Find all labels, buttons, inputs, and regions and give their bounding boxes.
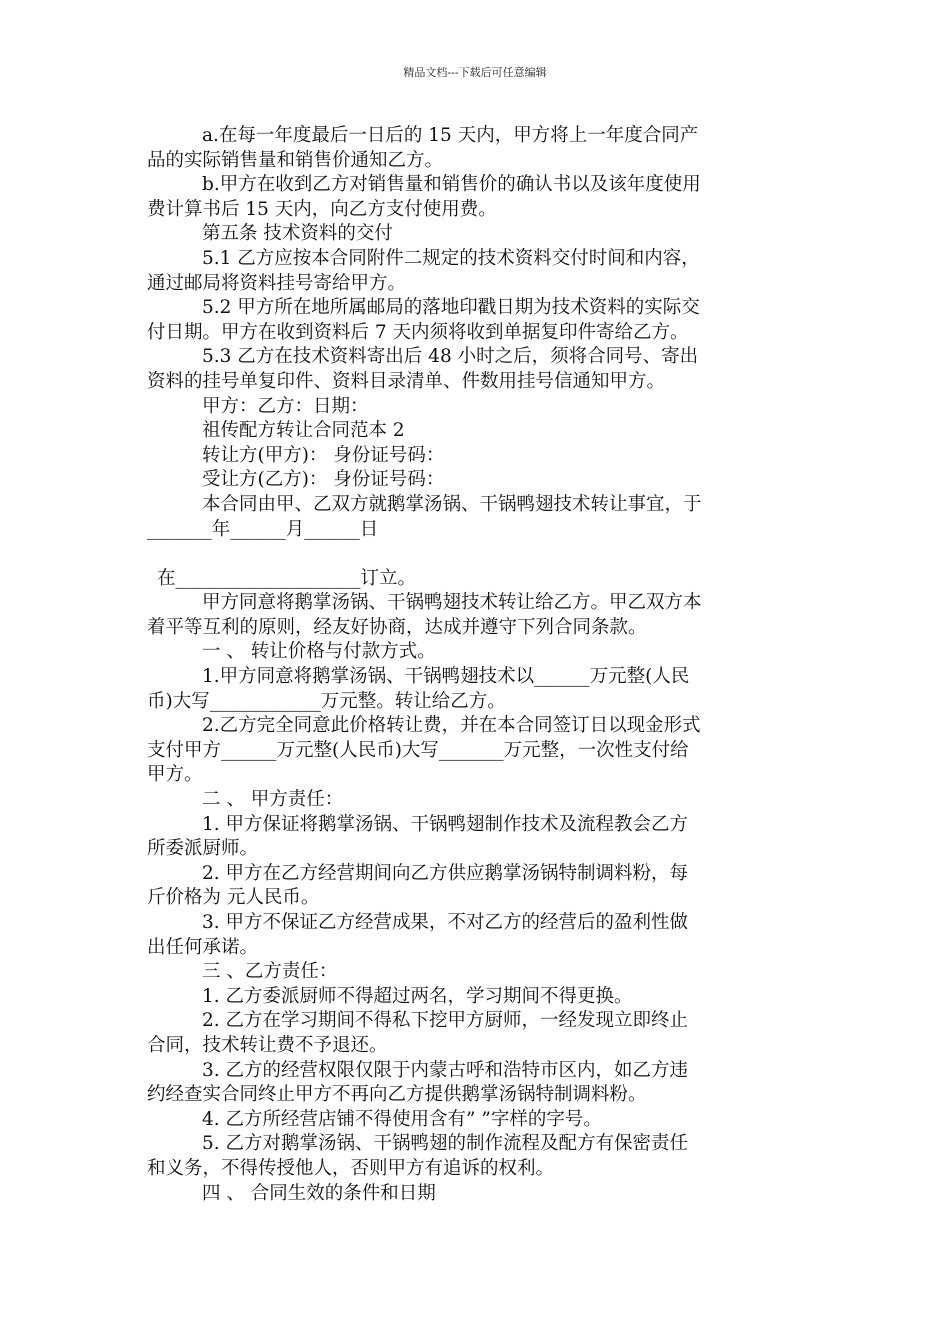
document-body bbox=[147, 124, 812, 1206]
text-line: 本合同由甲、乙双方就鹅掌汤锅、干锅鸭翅技术转让事宜，于 bbox=[202, 493, 702, 515]
text-line: 受让方(乙方)： 身份证号码： bbox=[202, 469, 445, 491]
text-line: 3. 乙方的经营权限仅限于内蒙古呼和浩特市区内，如乙方违 bbox=[202, 1059, 689, 1081]
text-line: b.甲方在收到乙方对销售量和销售价的确认书以及该年度使用 bbox=[202, 174, 701, 196]
text-line: 1.甲方同意将鹅掌汤锅、干锅鸭翅技术以______万元整(人民 bbox=[202, 666, 690, 688]
text-line: 2.乙方完全同意此价格转让费，并在本合同签订日以现金形式 bbox=[202, 715, 701, 737]
text-line: 四 、 合同生效的条件和日期 bbox=[202, 1182, 436, 1204]
text-line: 4. 乙方所经营店铺不得使用含有” ”字样的字号。 bbox=[202, 1108, 602, 1130]
text-line: 和义务，不得传授他人，否则甲方有追诉的权利。 bbox=[147, 1157, 555, 1179]
text-line: 一 、 转让价格与付款方式。 bbox=[202, 641, 436, 663]
text-line: 2. 甲方在乙方经营期间向乙方供应鹅掌汤锅特制调料粉，每 bbox=[202, 862, 689, 884]
text-line: 第五条 技术资料的交付 bbox=[202, 223, 393, 245]
text-line: 5. 乙方对鹅掌汤锅、干锅鸭翅的制作流程及配方有保密责任 bbox=[202, 1133, 689, 1155]
text-line: 币)大写____________万元整。转让给乙方。 bbox=[147, 690, 506, 712]
text-line: 在____________________订立。 bbox=[157, 567, 417, 589]
text-line: 1. 乙方委派厨师不得超过两名，学习期间不得更换。 bbox=[202, 985, 633, 1007]
text-line: 3. 甲方不保证乙方经营成果，不对乙方的经营后的盈利性做 bbox=[202, 912, 689, 933]
text-line: 2. 乙方在学习期间不得私下挖甲方厨师，一经发现立即终止 bbox=[202, 1010, 689, 1032]
text-line: 所委派厨师。 bbox=[147, 838, 259, 860]
text-line: 5.2 甲方所在地所属邮局的落地印戳日期为技术资料的实际交 bbox=[202, 297, 700, 319]
text-line: 5.3 乙方在技术资料寄出后 48 小时之后，须将合同号、寄出 bbox=[202, 346, 699, 368]
text-line: 斤价格为 元人民币。 bbox=[147, 887, 320, 909]
text-line: 出任何承诺。 bbox=[147, 936, 259, 958]
blank-line bbox=[147, 542, 812, 567]
text-line: 甲方：乙方：日期： bbox=[202, 395, 369, 417]
text-line: 三 、乙方责任： bbox=[202, 961, 338, 983]
text-line: 二 、 甲方责任： bbox=[202, 789, 344, 811]
text-line: a.在每一年度最后一日后的 15 天内，甲方将上一年度合同产 bbox=[202, 125, 699, 146]
text-line: 支付甲方______万元整(人民币)大写_______万元整，一次性支付给 bbox=[147, 739, 689, 761]
text-line: 5.1 乙方应按本合同附件二规定的技术资料交付时间和内容， bbox=[202, 247, 700, 269]
text-line: 通过邮局将资料挂号寄给甲方。 bbox=[147, 272, 407, 294]
text-line: 祖传配方转让合同范本 2 bbox=[202, 420, 405, 442]
text-line: 合同，技术转让费不予退还。 bbox=[147, 1034, 388, 1056]
page-header: 精品文档---下载后可任意编辑 bbox=[403, 66, 547, 79]
text-line: 费计算书后 15 天内，向乙方支付使用费。 bbox=[147, 198, 497, 220]
text-line: 资料的挂号单复印件、资料目录清单、件数用挂号信通知甲方。 bbox=[147, 370, 666, 392]
text-line: _______年______月______日 bbox=[147, 518, 379, 540]
text-line: 转让方(甲方)： 身份证号码： bbox=[202, 444, 445, 466]
text-line: 1. 甲方保证将鹅掌汤锅、干锅鸭翅制作技术及流程教会乙方 bbox=[202, 813, 689, 835]
text-line: 约经查实合同终止甲方不再向乙方提供鹅掌汤锅特制调料粉。 bbox=[147, 1084, 647, 1106]
text-line: 着平等互利的原则，经友好协商，达成并遵守下列合同条款。 bbox=[147, 616, 647, 638]
text-line: 付日期。甲方在收到资料后 7 天内须将收到单据复印件寄给乙方。 bbox=[147, 321, 689, 343]
text-line: 品的实际销售量和销售价通知乙方。 bbox=[147, 149, 444, 171]
text-line: 甲方同意将鹅掌汤锅、干锅鸭翅技术转让给乙方。甲乙双方本 bbox=[202, 592, 702, 614]
text-line: 甲方。 bbox=[147, 764, 203, 786]
